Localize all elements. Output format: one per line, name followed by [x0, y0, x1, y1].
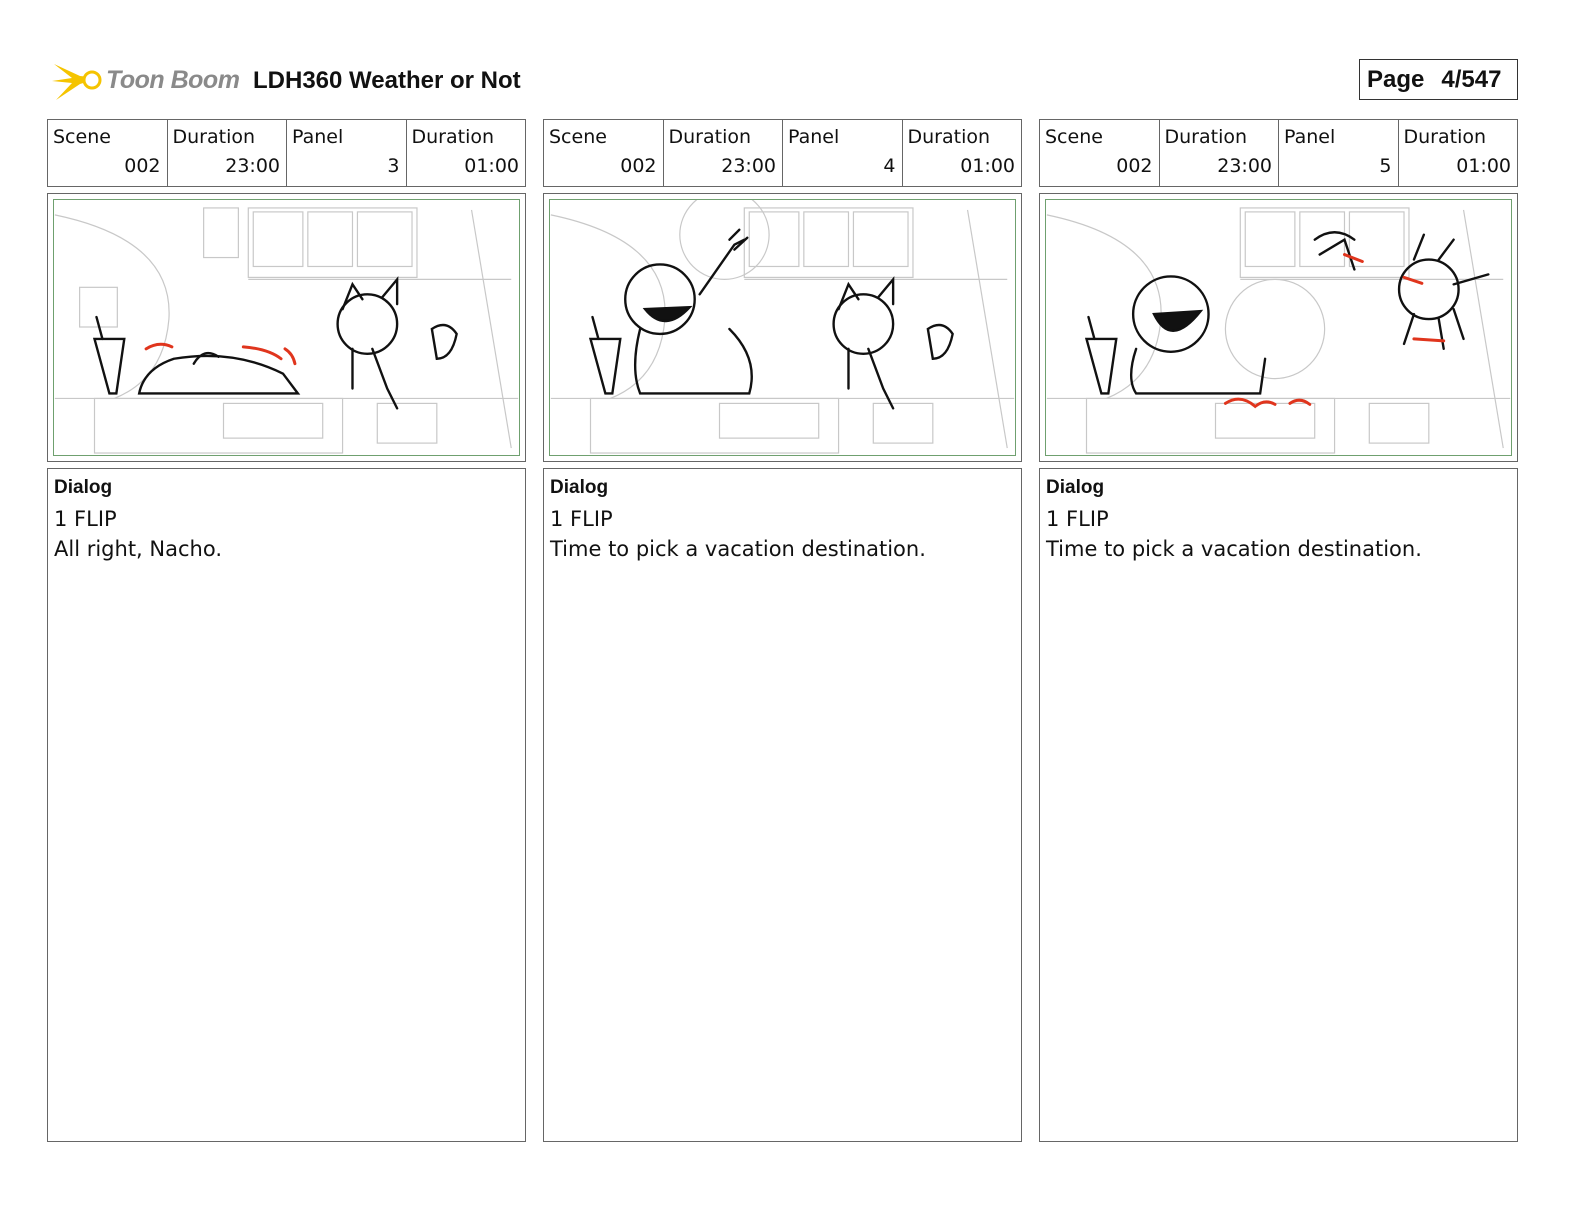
panel-duration-value: 01:00 — [464, 155, 519, 177]
scene-value: 002 — [1116, 155, 1153, 177]
page-indicator — [1359, 59, 1518, 100]
toon-boom-logo — [50, 56, 240, 106]
logo-text: Toon Boom — [106, 66, 240, 94]
dialog-box — [543, 468, 1022, 1142]
panel-value: 3 — [387, 155, 400, 177]
duration-label: Duration — [907, 126, 991, 148]
panel-frame[interactable] — [543, 193, 1022, 462]
duration-label: Duration — [668, 126, 752, 148]
dialog-title: Dialog — [54, 477, 113, 498]
dialog-line: Time to pick a vacation destination. — [550, 537, 926, 561]
scene-label: Scene — [53, 126, 111, 148]
panel-label: Panel — [1284, 126, 1336, 148]
panel-value: 4 — [883, 155, 896, 177]
scene-cell — [544, 120, 664, 186]
project-title: LDH360 Weather or Not — [253, 67, 521, 94]
scene-duration-cell — [168, 120, 288, 186]
dialog-box — [47, 468, 526, 1142]
scene-label: Scene — [1045, 126, 1103, 148]
dialog-line: 1 FLIP — [550, 507, 613, 531]
panel-cell — [783, 120, 903, 186]
duration-label: Duration — [172, 126, 256, 148]
dialog-title: Dialog — [550, 477, 609, 498]
panel-value: 5 — [1379, 155, 1392, 177]
sketch-panel-5 — [1046, 200, 1511, 455]
scene-label: Scene — [549, 126, 607, 148]
panel-duration-cell — [407, 120, 526, 186]
scene-duration-value: 23:00 — [721, 155, 776, 177]
page-label: Page — [1367, 65, 1425, 93]
page-number: 4/547 — [1441, 65, 1502, 93]
storyboard-header — [50, 56, 1530, 106]
duration-label: Duration — [1403, 126, 1487, 148]
panel-cell — [287, 120, 407, 186]
scene-duration-value: 23:00 — [1217, 155, 1272, 177]
scene-duration-cell — [1160, 120, 1280, 186]
dialog-box — [1039, 468, 1518, 1142]
scene-value: 002 — [620, 155, 657, 177]
duration-label: Duration — [411, 126, 495, 148]
scene-duration-value: 23:00 — [225, 155, 280, 177]
panel-cell — [1279, 120, 1399, 186]
panel-info-row — [543, 119, 1022, 187]
panel-info-row — [1039, 119, 1518, 187]
duration-label: Duration — [1164, 126, 1248, 148]
dialog-title: Dialog — [1046, 477, 1105, 498]
panel-duration-value: 01:00 — [1456, 155, 1511, 177]
dialog-line: 1 FLIP — [1046, 507, 1109, 531]
panel-label: Panel — [788, 126, 840, 148]
panel-frame[interactable] — [1039, 193, 1518, 462]
scene-cell — [48, 120, 168, 186]
sketch-panel-3 — [54, 200, 519, 455]
scene-cell — [1040, 120, 1160, 186]
panel-duration-value: 01:00 — [960, 155, 1015, 177]
panel-duration-cell — [903, 120, 1022, 186]
scene-value: 002 — [124, 155, 161, 177]
starburst-icon — [50, 56, 106, 106]
dialog-line: Time to pick a vacation destination. — [1046, 537, 1422, 561]
sketch-panel-4 — [550, 200, 1015, 455]
panel-info-row — [47, 119, 526, 187]
scene-duration-cell — [664, 120, 784, 186]
dialog-line: All right, Nacho. — [54, 537, 222, 561]
dialog-line: 1 FLIP — [54, 507, 117, 531]
panel-label: Panel — [292, 126, 344, 148]
panel-duration-cell — [1399, 120, 1518, 186]
panel-frame[interactable] — [47, 193, 526, 462]
